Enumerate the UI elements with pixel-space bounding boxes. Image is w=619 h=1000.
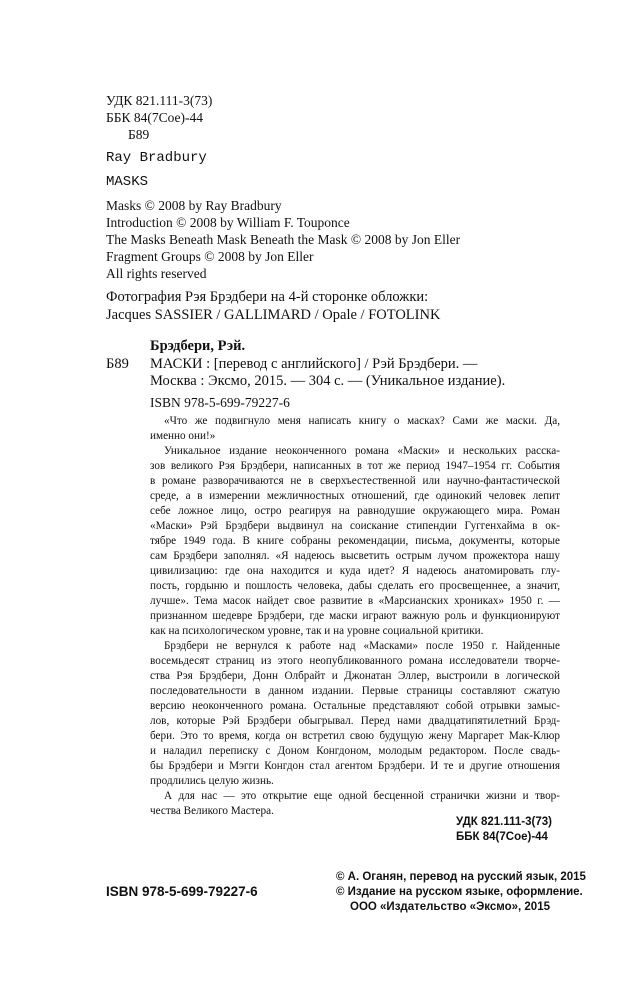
edition-copyright: © Издание на русском языке, оформление. (336, 886, 583, 898)
annotation-line: «Что же подвигнуло меня написать книгу о масках? Сами же маски. Да, (164, 415, 560, 427)
annotation-line: зов великого Рэя Брэдбери, написанных в тот же период 1947–1954 гг. События (150, 460, 560, 472)
udk-code: УДК 821.111-3(73) (106, 93, 213, 108)
footer-udk-code: УДК 821.111-3(73) (456, 816, 552, 828)
annotation-line: тябре 1949 года. В книге собраны рекомендации, письма, документы, которые (150, 535, 560, 547)
copyright-line: Introduction © 2008 by William F. Touponce (106, 215, 350, 230)
isbn-bottom: ISBN 978-5-699-79227-6 (106, 884, 258, 899)
copyright-line: Masks © 2008 by Ray Bradbury (106, 198, 282, 213)
annotation-line: версию неоконченного романа. Остальные представляют собой отрывки замыс- (150, 700, 560, 712)
annotation-line: лучше». Тема масок найдет свое развитие в «Марсианских хрониках» 1950 г. — (150, 595, 560, 607)
annotation-line: пость, гордыню и пошлость человека, дабы сделать его просвещеннее, а значит, (150, 580, 560, 592)
annotation-line: Брэдбери не вернулся к работе над «Масками» после 1950 г. Найденные (164, 640, 560, 652)
copyright-line: The Masks Beneath Mask Beneath the Mask © 2008 by Jon Eller (106, 232, 461, 247)
annotation-line: бы Брэдбери и Мэгги Конгдон стал агентом Брэдбери. И те и другие отношения (150, 760, 560, 772)
translation-copyright: © А. Оганян, перевод на русский язык, 2015 (336, 871, 586, 883)
author-mark: Б89 (128, 127, 150, 142)
annotation-line: сам Брэдбери заполнял. «Я надеюсь высветить острым лучом прожектора нашу (150, 550, 560, 562)
annotation-line: ства Рэя Брэдбери, Донн Олбрайт и Джонатан Эллер, выстроили в логической (150, 670, 560, 682)
photo-credit-source: Jacques SASSIER / GALLIMARD / Opale / FOTOLINK (106, 307, 441, 323)
annotation-line: продлились целую жизнь. (150, 775, 274, 787)
photo-credit-label: Фотография Рэя Брэдбери на 4-й сторонке обложки: (106, 289, 429, 305)
footer-bbk-code: ББК 84(7Сое)-44 (456, 831, 548, 843)
catalog-author: Брэдбери, Рэй. (150, 338, 246, 354)
annotation-line: себе ложное лицо, остро реагируя на равнодушие окружающего мира. Роман (150, 505, 560, 517)
annotation-line: лов, которые Рэй Брэдбери обыгрывал. Перед нами двадцатипятилетний Брэд- (150, 715, 560, 727)
annotation-line: именно они!» (150, 430, 216, 442)
catalog-code: Б89 (106, 356, 129, 372)
annotation-line: цивилизацию: где она находится и куда идет? Я надеюсь анатомировать глу- (150, 565, 560, 577)
catalog-title-line: МАСКИ : [перевод с английского] / Рэй Брэдбери. — (150, 356, 478, 372)
annotation-line: признанном шедевре Брэдбери, где маски играют важную роль и функционируют (150, 610, 560, 622)
annotation-line: «Маски» Рэй Брэдбери выдвинул на соискание стипендии Гуггенхайма в ок- (150, 520, 560, 532)
annotation-line: последовательности в данном издании. Первые страницы составляют сжатую (150, 685, 560, 697)
annotation-line: бери. Это то время, когда он встретил свою будущую жену Маргарет Мак-Клюр (150, 730, 560, 742)
annotation-line: чества Великого Мастера. (150, 805, 274, 817)
annotation-line: и наладил переписку с Доном Конгдоном, молодым редактором. После свадь- (150, 745, 560, 757)
annotation-line: среде, а в измерении межличностных отношений, где одинокий человек лепит (150, 490, 560, 502)
publisher-copyright: ООО «Издательство «Эксмо», 2015 (350, 901, 550, 913)
catalog-imprint-line: Москва : Эксмо, 2015. — 304 с. — (Уникальное издание). (150, 373, 506, 389)
annotation-line: восемьдесят страниц из этого неопубликованного романа исследователи творче- (150, 655, 560, 667)
annotation-line: Уникальное издание неоконченного романа «Маски» и нескольких расска- (164, 445, 560, 457)
annotation-line: в романе разворачиваются не в сверхъестественной или научно-фантастической (150, 475, 560, 487)
bbk-code: ББК 84(7Сое)-44 (106, 110, 204, 125)
copyright-line: All rights reserved (106, 266, 207, 281)
annotation (150, 414, 560, 819)
annotation-line: как на психологическом уровне, так и на уровне социальной критики. (150, 625, 484, 637)
copyright-line: Fragment Groups © 2008 by Jon Eller (106, 249, 314, 264)
catalog-isbn: ISBN 978-5-699-79227-6 (150, 395, 290, 410)
annotation-line: А для нас — это открытие еще одной бесценной странички жизни и твор- (164, 790, 560, 802)
original-author: Ray Bradbury (106, 150, 207, 166)
original-title: MASKS (106, 174, 149, 190)
